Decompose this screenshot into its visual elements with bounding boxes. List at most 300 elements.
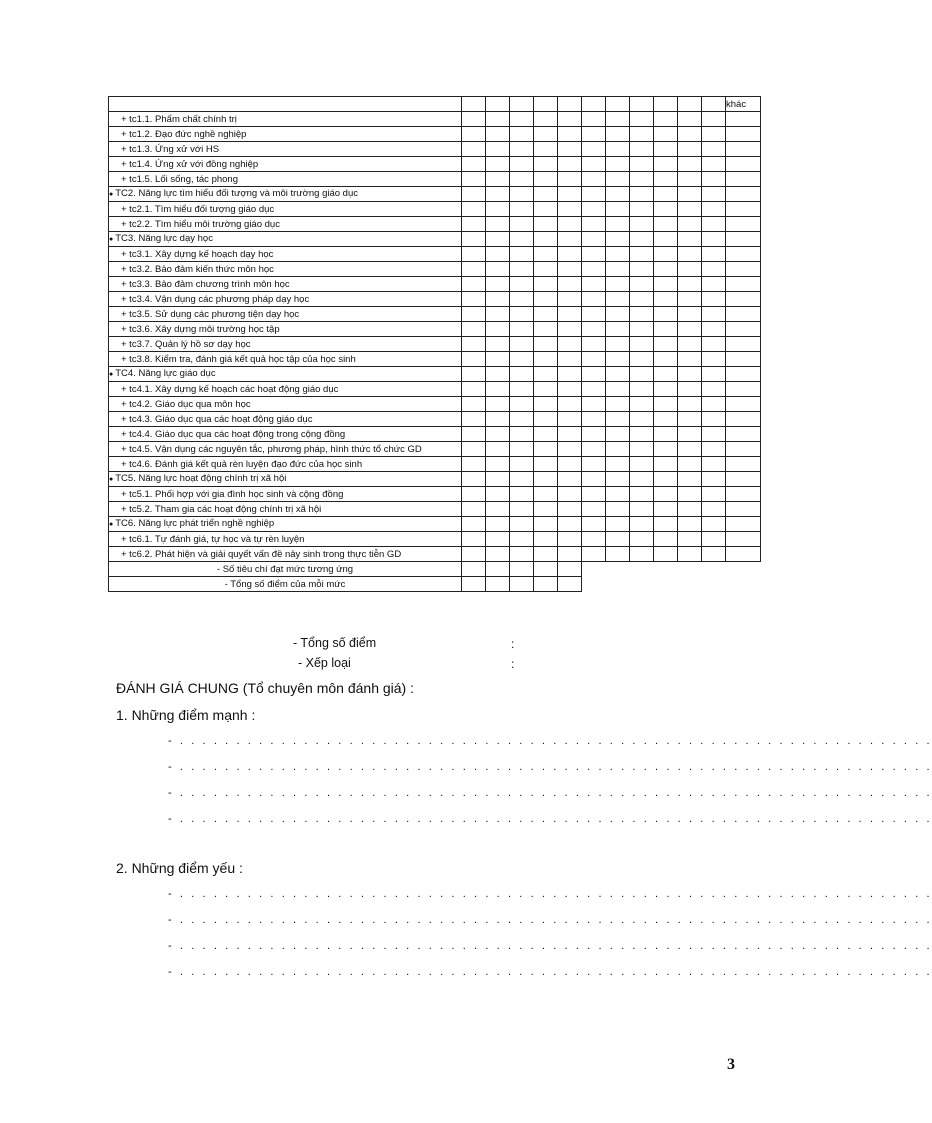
score-cell[interactable] [654,547,678,562]
score-cell[interactable] [534,352,558,367]
score-cell[interactable] [462,337,486,352]
score-cell[interactable] [486,412,510,427]
score-cell[interactable] [606,502,630,517]
score-cell[interactable] [582,532,606,547]
strength-line-4[interactable]: - . . . . . . . . . . . . . . . . . . . . . . . . . . . . . . . . . . . . . . . . . . . . . . . . . . . . . . . . . . . . . . . . . . . [168,813,932,825]
score-cell[interactable] [606,367,630,382]
score-cell[interactable] [726,277,761,292]
score-cell[interactable] [654,307,678,322]
score-cell[interactable] [606,217,630,232]
score-cell[interactable] [702,502,726,517]
summary-score-cell[interactable] [534,562,558,577]
score-cell[interactable] [678,457,702,472]
score-cell[interactable] [486,517,510,532]
score-cell[interactable] [654,187,678,202]
score-cell[interactable] [606,487,630,502]
score-cell[interactable] [654,442,678,457]
score-cell[interactable] [510,232,534,247]
score-cell[interactable] [702,457,726,472]
score-cell[interactable] [582,367,606,382]
score-cell[interactable] [702,112,726,127]
score-cell[interactable] [702,172,726,187]
score-cell[interactable] [606,547,630,562]
score-cell[interactable] [678,157,702,172]
score-cell[interactable] [702,547,726,562]
score-cell[interactable] [702,292,726,307]
score-cell[interactable] [558,397,582,412]
score-cell[interactable] [726,412,761,427]
score-cell[interactable] [558,262,582,277]
score-cell[interactable] [462,412,486,427]
score-cell[interactable] [462,532,486,547]
score-cell[interactable] [606,157,630,172]
score-cell[interactable] [582,142,606,157]
score-cell[interactable] [558,367,582,382]
score-cell[interactable] [678,367,702,382]
weakness-line-4[interactable]: - . . . . . . . . . . . . . . . . . . . . . . . . . . . . . . . . . . . . . . . . . . . . . . . . . . . . . . . . . . . . . . . . . . . [168,966,932,978]
score-cell[interactable] [582,157,606,172]
score-cell[interactable] [654,127,678,142]
score-cell[interactable] [582,337,606,352]
score-cell[interactable] [654,487,678,502]
score-cell[interactable] [534,427,558,442]
score-cell[interactable] [486,457,510,472]
score-cell[interactable] [702,142,726,157]
score-cell[interactable] [678,307,702,322]
score-cell[interactable] [558,532,582,547]
score-cell[interactable] [510,397,534,412]
score-cell[interactable] [486,217,510,232]
score-cell[interactable] [630,442,654,457]
score-cell[interactable] [558,292,582,307]
score-cell[interactable] [726,337,761,352]
score-cell[interactable] [726,127,761,142]
score-cell[interactable] [654,397,678,412]
score-cell[interactable] [510,202,534,217]
score-cell[interactable] [606,247,630,262]
score-cell[interactable] [726,517,761,532]
score-cell[interactable] [654,457,678,472]
score-cell[interactable] [702,277,726,292]
score-cell[interactable] [606,472,630,487]
score-cell[interactable] [726,367,761,382]
score-cell[interactable] [510,442,534,457]
score-cell[interactable] [582,472,606,487]
score-cell[interactable] [654,262,678,277]
score-cell[interactable] [486,442,510,457]
score-cell[interactable] [462,502,486,517]
score-cell[interactable] [486,142,510,157]
score-cell[interactable] [510,247,534,262]
score-cell[interactable] [582,127,606,142]
score-cell[interactable] [702,157,726,172]
score-cell[interactable] [510,322,534,337]
score-cell[interactable] [462,187,486,202]
score-cell[interactable] [534,397,558,412]
score-cell[interactable] [486,247,510,262]
score-cell[interactable] [558,472,582,487]
score-cell[interactable] [702,202,726,217]
score-cell[interactable] [726,547,761,562]
summary-score-cell[interactable] [510,562,534,577]
score-cell[interactable] [678,517,702,532]
score-cell[interactable] [654,322,678,337]
score-cell[interactable] [702,262,726,277]
score-cell[interactable] [630,157,654,172]
score-cell[interactable] [606,442,630,457]
score-cell[interactable] [558,157,582,172]
score-cell[interactable] [486,487,510,502]
score-cell[interactable] [654,337,678,352]
score-cell[interactable] [462,457,486,472]
score-cell[interactable] [726,142,761,157]
score-cell[interactable] [726,442,761,457]
score-cell[interactable] [510,217,534,232]
score-cell[interactable] [726,172,761,187]
score-cell[interactable] [606,427,630,442]
score-cell[interactable] [534,487,558,502]
score-cell[interactable] [606,457,630,472]
score-cell[interactable] [582,502,606,517]
score-cell[interactable] [630,532,654,547]
score-cell[interactable] [630,262,654,277]
score-cell[interactable] [630,277,654,292]
score-cell[interactable] [510,547,534,562]
score-cell[interactable] [630,112,654,127]
score-cell[interactable] [510,382,534,397]
score-cell[interactable] [582,457,606,472]
score-cell[interactable] [558,127,582,142]
strength-line-3[interactable]: - . . . . . . . . . . . . . . . . . . . . . . . . . . . . . . . . . . . . . . . . . . . . . . . . . . . . . . . . . . . . . . . . . . . [168,787,932,799]
weakness-line-2[interactable]: - . . . . . . . . . . . . . . . . . . . . . . . . . . . . . . . . . . . . . . . . . . . . . . . . . . . . . . . . . . . . . . . . . . . [168,914,932,926]
score-cell[interactable] [462,547,486,562]
score-cell[interactable] [606,292,630,307]
score-cell[interactable] [510,277,534,292]
score-cell[interactable] [726,457,761,472]
score-cell[interactable] [678,262,702,277]
score-cell[interactable] [510,367,534,382]
score-cell[interactable] [726,217,761,232]
score-cell[interactable] [486,337,510,352]
score-cell[interactable] [702,187,726,202]
score-cell[interactable] [678,202,702,217]
score-cell[interactable] [486,232,510,247]
score-cell[interactable] [582,352,606,367]
score-cell[interactable] [486,157,510,172]
score-cell[interactable] [654,367,678,382]
score-cell[interactable] [582,547,606,562]
score-cell[interactable] [726,307,761,322]
score-cell[interactable] [678,487,702,502]
score-cell[interactable] [462,427,486,442]
score-cell[interactable] [510,457,534,472]
score-cell[interactable] [486,202,510,217]
score-cell[interactable] [678,502,702,517]
score-cell[interactable] [726,322,761,337]
score-cell[interactable] [702,217,726,232]
score-cell[interactable] [630,352,654,367]
score-cell[interactable] [702,397,726,412]
score-cell[interactable] [726,157,761,172]
score-cell[interactable] [630,487,654,502]
score-cell[interactable] [486,127,510,142]
score-cell[interactable] [654,382,678,397]
score-cell[interactable] [510,517,534,532]
score-cell[interactable] [702,472,726,487]
score-cell[interactable] [510,172,534,187]
score-cell[interactable] [702,337,726,352]
score-cell[interactable] [630,292,654,307]
score-cell[interactable] [558,247,582,262]
score-cell[interactable] [630,367,654,382]
score-cell[interactable] [534,457,558,472]
score-cell[interactable] [678,112,702,127]
score-cell[interactable] [486,352,510,367]
score-cell[interactable] [534,517,558,532]
score-cell[interactable] [534,442,558,457]
score-cell[interactable] [486,292,510,307]
score-cell[interactable] [678,142,702,157]
score-cell[interactable] [678,292,702,307]
score-cell[interactable] [510,127,534,142]
score-cell[interactable] [654,517,678,532]
score-cell[interactable] [702,232,726,247]
score-cell[interactable] [630,457,654,472]
score-cell[interactable] [558,112,582,127]
score-cell[interactable] [606,352,630,367]
score-cell[interactable] [726,427,761,442]
score-cell[interactable] [462,307,486,322]
score-cell[interactable] [534,247,558,262]
score-cell[interactable] [678,232,702,247]
score-cell[interactable] [486,172,510,187]
score-cell[interactable] [678,277,702,292]
score-cell[interactable] [510,262,534,277]
score-cell[interactable] [726,202,761,217]
score-cell[interactable] [462,277,486,292]
score-cell[interactable] [486,472,510,487]
score-cell[interactable] [534,172,558,187]
score-cell[interactable] [558,487,582,502]
score-cell[interactable] [534,337,558,352]
summary-score-cell[interactable] [486,577,510,592]
strength-line-1[interactable]: - . . . . . . . . . . . . . . . . . . . . . . . . . . . . . . . . . . . . . . . . . . . . . . . . . . . . . . . . . . . . . . . . . . . [168,735,932,747]
score-cell[interactable] [558,502,582,517]
score-cell[interactable] [510,157,534,172]
score-cell[interactable] [534,382,558,397]
score-cell[interactable] [606,517,630,532]
score-cell[interactable] [582,217,606,232]
score-cell[interactable] [582,187,606,202]
score-cell[interactable] [462,112,486,127]
score-cell[interactable] [486,547,510,562]
score-cell[interactable] [462,202,486,217]
score-cell[interactable] [726,247,761,262]
score-cell[interactable] [558,547,582,562]
score-cell[interactable] [534,277,558,292]
score-cell[interactable] [654,292,678,307]
score-cell[interactable] [702,517,726,532]
score-cell[interactable] [534,307,558,322]
score-cell[interactable] [702,427,726,442]
score-cell[interactable] [558,382,582,397]
score-cell[interactable] [726,352,761,367]
score-cell[interactable] [510,412,534,427]
score-cell[interactable] [726,532,761,547]
score-cell[interactable] [534,202,558,217]
score-cell[interactable] [582,202,606,217]
score-cell[interactable] [630,202,654,217]
score-cell[interactable] [558,187,582,202]
score-cell[interactable] [534,262,558,277]
score-cell[interactable] [654,472,678,487]
score-cell[interactable] [606,277,630,292]
score-cell[interactable] [654,247,678,262]
score-cell[interactable] [486,187,510,202]
score-cell[interactable] [654,157,678,172]
score-cell[interactable] [582,232,606,247]
score-cell[interactable] [606,322,630,337]
score-cell[interactable] [678,172,702,187]
score-cell[interactable] [582,517,606,532]
score-cell[interactable] [486,382,510,397]
score-cell[interactable] [654,202,678,217]
score-cell[interactable] [678,352,702,367]
score-cell[interactable] [630,232,654,247]
score-cell[interactable] [606,412,630,427]
score-cell[interactable] [462,232,486,247]
score-cell[interactable] [510,487,534,502]
score-cell[interactable] [558,142,582,157]
weakness-line-3[interactable]: - . . . . . . . . . . . . . . . . . . . . . . . . . . . . . . . . . . . . . . . . . . . . . . . . . . . . . . . . . . . . . . . . . . . [168,940,932,952]
score-cell[interactable] [462,247,486,262]
score-cell[interactable] [510,187,534,202]
score-cell[interactable] [630,517,654,532]
score-cell[interactable] [606,307,630,322]
score-cell[interactable] [462,127,486,142]
score-cell[interactable] [678,187,702,202]
score-cell[interactable] [678,472,702,487]
score-cell[interactable] [582,442,606,457]
score-cell[interactable] [486,367,510,382]
score-cell[interactable] [534,502,558,517]
score-cell[interactable] [606,397,630,412]
score-cell[interactable] [534,547,558,562]
score-cell[interactable] [462,352,486,367]
score-cell[interactable] [630,217,654,232]
score-cell[interactable] [582,247,606,262]
score-cell[interactable] [726,187,761,202]
score-cell[interactable] [534,412,558,427]
score-cell[interactable] [462,217,486,232]
score-cell[interactable] [606,337,630,352]
score-cell[interactable] [702,352,726,367]
score-cell[interactable] [486,262,510,277]
score-cell[interactable] [462,172,486,187]
score-cell[interactable] [534,217,558,232]
score-cell[interactable] [510,142,534,157]
score-cell[interactable] [510,472,534,487]
score-cell[interactable] [630,247,654,262]
score-cell[interactable] [486,112,510,127]
score-cell[interactable] [462,142,486,157]
score-cell[interactable] [510,532,534,547]
score-cell[interactable] [702,127,726,142]
score-cell[interactable] [582,322,606,337]
score-cell[interactable] [630,547,654,562]
score-cell[interactable] [630,412,654,427]
score-cell[interactable] [558,337,582,352]
score-cell[interactable] [606,202,630,217]
strength-line-2[interactable]: - . . . . . . . . . . . . . . . . . . . . . . . . . . . . . . . . . . . . . . . . . . . . . . . . . . . . . . . . . . . . . . . . . . . [168,761,932,773]
score-cell[interactable] [462,472,486,487]
score-cell[interactable] [462,292,486,307]
score-cell[interactable] [678,532,702,547]
score-cell[interactable] [510,427,534,442]
score-cell[interactable] [630,127,654,142]
score-cell[interactable] [654,352,678,367]
score-cell[interactable] [654,172,678,187]
score-cell[interactable] [630,337,654,352]
score-cell[interactable] [654,112,678,127]
score-cell[interactable] [726,262,761,277]
score-cell[interactable] [486,277,510,292]
score-cell[interactable] [630,427,654,442]
score-cell[interactable] [462,442,486,457]
score-cell[interactable] [654,427,678,442]
score-cell[interactable] [462,517,486,532]
score-cell[interactable] [486,532,510,547]
score-cell[interactable] [510,112,534,127]
score-cell[interactable] [582,172,606,187]
score-cell[interactable] [582,307,606,322]
score-cell[interactable] [486,322,510,337]
score-cell[interactable] [582,427,606,442]
score-cell[interactable] [678,337,702,352]
score-cell[interactable] [582,292,606,307]
score-cell[interactable] [558,412,582,427]
score-cell[interactable] [462,367,486,382]
score-cell[interactable] [582,397,606,412]
score-cell[interactable] [630,142,654,157]
score-cell[interactable] [702,382,726,397]
score-cell[interactable] [462,397,486,412]
score-cell[interactable] [558,457,582,472]
score-cell[interactable] [654,142,678,157]
score-cell[interactable] [606,382,630,397]
score-cell[interactable] [558,217,582,232]
score-cell[interactable] [462,487,486,502]
summary-score-cell[interactable] [534,577,558,592]
score-cell[interactable] [726,232,761,247]
score-cell[interactable] [606,232,630,247]
score-cell[interactable] [630,307,654,322]
score-cell[interactable] [606,127,630,142]
score-cell[interactable] [534,127,558,142]
score-cell[interactable] [654,277,678,292]
score-cell[interactable] [678,427,702,442]
score-cell[interactable] [654,217,678,232]
score-cell[interactable] [606,112,630,127]
score-cell[interactable] [558,322,582,337]
score-cell[interactable] [726,397,761,412]
score-cell[interactable] [486,397,510,412]
score-cell[interactable] [654,232,678,247]
score-cell[interactable] [630,472,654,487]
score-cell[interactable] [462,262,486,277]
score-cell[interactable] [558,517,582,532]
score-cell[interactable] [702,532,726,547]
